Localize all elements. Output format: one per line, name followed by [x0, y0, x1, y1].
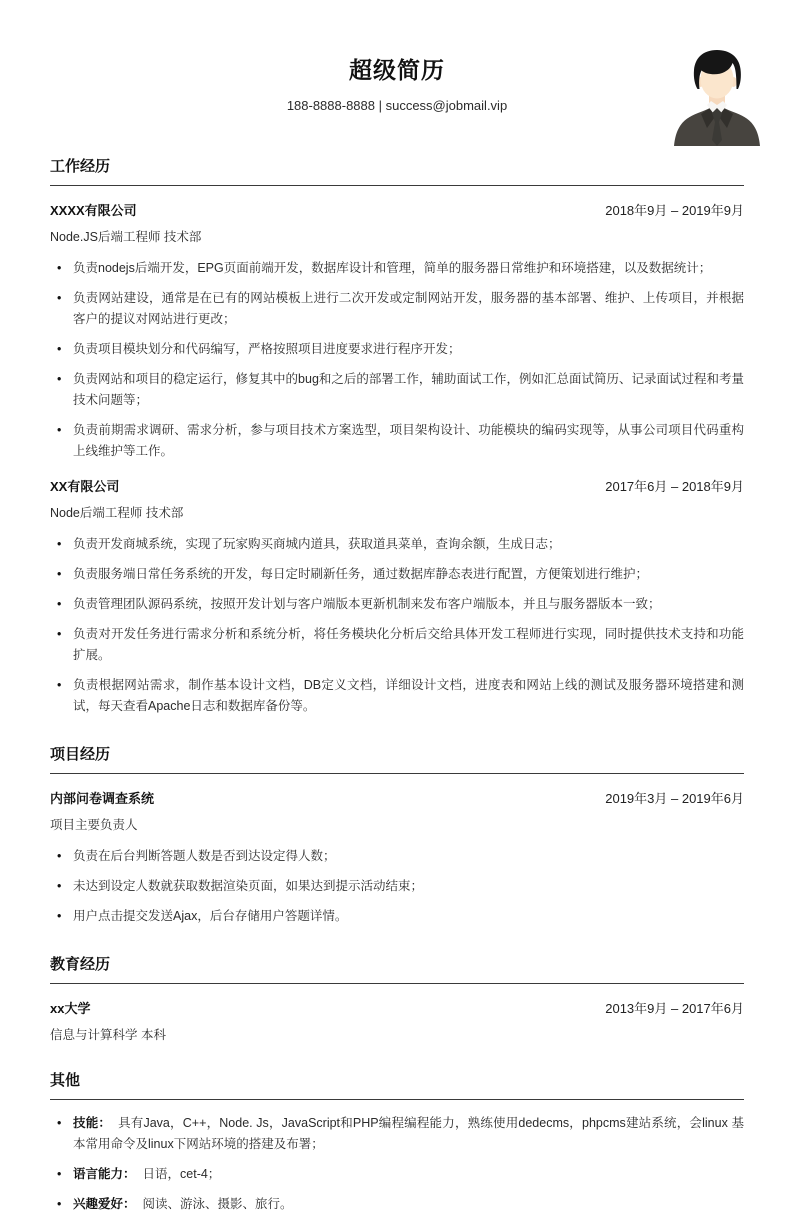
section-other [50, 1069, 744, 1215]
bullet-item: • 负责在后台判断答题人数是否到达设定得人数； [57, 846, 744, 867]
date-range: 2018年9月 – 2019年9月 [605, 203, 744, 218]
work-bullet-list [50, 534, 744, 717]
work-entry-header [50, 200, 744, 219]
other-item-language [57, 1164, 744, 1185]
section-heading-other: 其他 [50, 1069, 744, 1100]
other-item-text: 具有Java，C++，Node. Js，JavaScript和PHP编程编程能力，熟练使用dedecms，phpcms建站系统，会linux 基本常用命令及linux下网站环境的搭建及布署； [73, 1116, 744, 1151]
bullet-item: • 负责项目模块划分和代码编写，严格按照项目进度要求进行程序开发； [57, 339, 744, 360]
other-item-label: 兴趣爱好： [73, 1197, 136, 1211]
page-title: 超级简历 [349, 57, 445, 83]
bullet-item: • 负责对开发任务进行需求分析和系统分析，将任务模块化分析后交给具体开发工程师进行实现，同时提供技术支持和功能扩展。 [57, 624, 744, 666]
school-name: xx大学 [50, 1001, 91, 1016]
other-item-hobbies [57, 1194, 744, 1215]
date-range: 2017年6月 – 2018年9月 [605, 479, 744, 494]
job-title: Node.JS后端工程师 技术部 [50, 230, 202, 244]
bullet-item: • 负责开发商城系统，实现了玩家购买商城内道具，获取道具菜单，查询余额，生成日志； [57, 534, 744, 555]
project-bullet-list [50, 846, 744, 927]
other-item-label: 技能： [73, 1116, 112, 1130]
section-heading-work: 工作经历 [50, 155, 744, 186]
other-item-text: 日语，cet-4； [142, 1167, 221, 1181]
bullet-item: • 负责前期需求调研、需求分析，参与项目技术方案选型，项目架构设计、功能模块的编码实现等，从事公司项目代码重构上线维护等工作。 [57, 420, 744, 462]
section-heading-projects: 项目经历 [50, 743, 744, 774]
contact-info: 188-8888-8888 | success@jobmail.vip [286, 98, 508, 113]
bullet-item: • 负责管理团队源码系统，按照开发计划与客户端版本更新机制来发布客户端版本，并且与服务器版本一致； [57, 594, 744, 615]
project-entry [50, 788, 744, 927]
company-name: XXXX有限公司 [50, 203, 137, 218]
work-bullet-list [50, 258, 744, 462]
work-entry [50, 476, 744, 717]
section-education [50, 953, 744, 1043]
bullet-item: • 负责根据网站需求，制作基本设计文档，DB定义文档，详细设计文档，进度表和网站上线的测试及服务器环境搭建和测试，每天查看Apache日志和数据库备份等。 [57, 675, 744, 717]
bullet-item: • 负责nodejs后端开发，EPG页面前端开发，数据库设计和管理，简单的服务器日常维护和环境搭建，以及数据统计； [57, 258, 744, 279]
bullet-item: • 负责网站建设，通常是在已有的网站模板上进行二次开发或定制网站开发，服务器的基本部署、维护、上传项目，并根据客户的提议对网站进行更改； [57, 288, 744, 330]
company-name: XX有限公司 [50, 479, 120, 494]
work-entry-header [50, 476, 744, 495]
bullet-item: • 负责服务端日常任务系统的开发，每日定时刷新任务，通过数据库静态表进行配置，方便策划进行维护； [57, 564, 744, 585]
project-entry-header [50, 788, 744, 807]
bullet-item: • 未达到设定人数就获取数据渲染页面，如果达到提示活动结束； [57, 876, 744, 897]
major-degree: 信息与计算科学 本科 [50, 1028, 166, 1042]
project-role: 项目主要负责人 [50, 818, 138, 832]
section-heading-education: 教育经历 [50, 953, 744, 984]
job-title: Node后端工程师 技术部 [50, 506, 184, 520]
other-list [50, 1113, 744, 1215]
date-range: 2019年3月 – 2019年6月 [605, 791, 744, 806]
other-item-skills [57, 1113, 744, 1155]
avatar [672, 48, 762, 146]
education-entry [50, 998, 744, 1043]
section-work [50, 155, 744, 717]
work-entry [50, 200, 744, 462]
education-entry-header [50, 998, 744, 1017]
male-avatar-icon [672, 48, 762, 146]
bullet-item: • 用户点击提交发送Ajax，后台存储用户答题详情。 [57, 906, 744, 927]
project-name: 内部问卷调查系统 [50, 791, 155, 806]
bullet-item: • 负责网站和项目的稳定运行，修复其中的bug和之后的部署工作，辅助面试工作，例如汇总面试简历、记录面试过程和考量技术问题等； [57, 369, 744, 411]
date-range: 2013年9月 – 2017年6月 [605, 1001, 744, 1016]
other-item-label: 语言能力： [73, 1167, 136, 1181]
resume-header [50, 52, 744, 113]
section-projects [50, 743, 744, 927]
other-item-text: 阅读、游泳、摄影、旅行。 [142, 1197, 293, 1211]
